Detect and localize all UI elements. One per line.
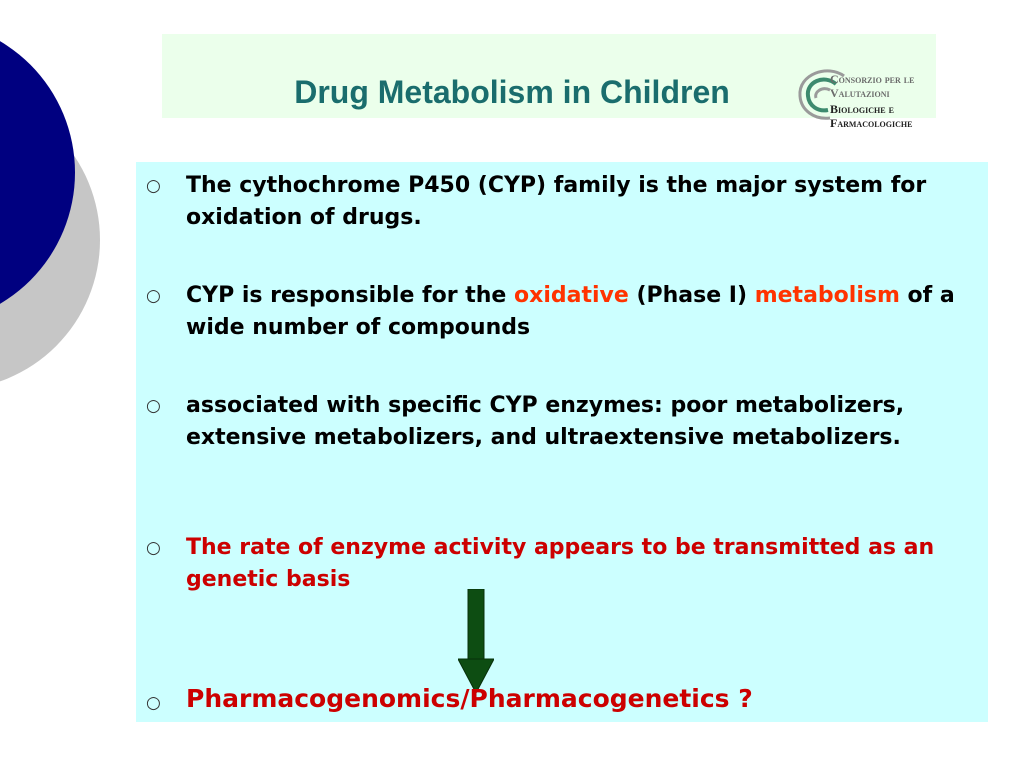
consortium-logo [792,66,942,138]
logo-text-line4: Farmacologiche [830,116,913,130]
logo-text-line3: Biologiche e [830,102,894,116]
bullet-item-2-text: CYP is responsible for the [186,283,515,308]
bullet-item-5: Pharmacogenomics/Pharmacogenetics ? [186,684,753,713]
slide-title-text: Drug Metabolism in Children [294,74,730,110]
hollow-circle-bullet-icon: ○ [146,396,161,416]
bullet-item-3: associated with specific CYP enzymes: poor metabolizers, extensive metabolizers, and ultraextensive metabolizers. [186,393,905,450]
bullet-item-1: The cythochrome P450 (CYP) family is the major system for oxidation of drugs. [186,173,927,230]
bullet-item-2 [186,280,966,344]
down-arrow-icon [458,589,494,693]
hollow-circle-bullet-icon: ○ [146,693,161,713]
logo-text-line1: Consorzio per le [830,72,915,86]
content-panel [136,162,988,722]
hollow-circle-bullet-icon: ○ [146,286,161,306]
hollow-circle-bullet-icon: ○ [146,176,161,196]
logo-text-line2: Valutazioni [830,86,890,100]
bullet-item-2-text: (Phase I) [628,283,755,308]
bullet-item-2-text: of a wide number of compounds [186,283,955,340]
bullet-item-4: The rate of enzyme activity appears to be transmitted as an genetic basis [186,535,935,592]
hollow-circle-bullet-icon: ○ [146,538,161,558]
highlight-metabolism: metabolism [754,283,900,308]
highlight-oxidative: oxidative [514,283,629,308]
